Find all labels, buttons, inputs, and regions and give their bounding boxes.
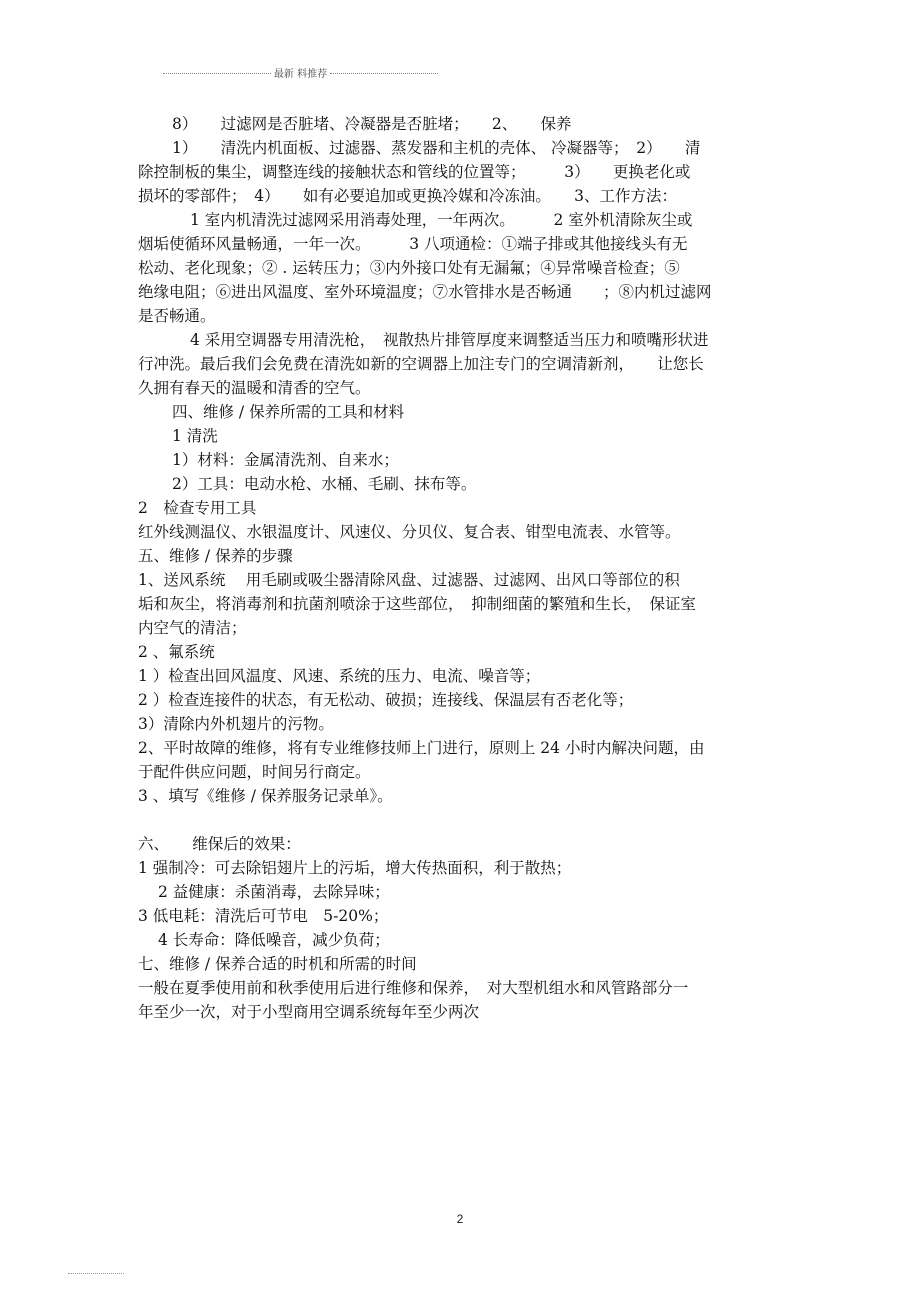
text-line: 1 清洗 [172,427,218,445]
text-line: 1、送风系统 用毛刷或吸尘器清除风盘、过滤器、过滤网、出风口等部位的积 [138,571,680,589]
text-line: 红外线测温仪、水银温度计、风速仪、分贝仪、复合表、钳型电流表、水管等。 [138,523,681,541]
text-line: 内空气的清洁； [138,619,247,637]
text-line: 烟垢使循环风量畅通，一年一次。 3 八项通检：①端子排或其他接线头有无 [138,235,688,253]
text-line: 3 、填写《维修 / 保养服务记录单》。 [138,787,393,805]
text-line: 于配件供应问题，时间另行商定。 [138,763,371,781]
section-heading: 五、维修 / 保养的步骤 [138,547,293,565]
text-line: 8） 过滤网是否脏堵、冷凝器是否脏堵； 2、 保养 [172,115,572,133]
text-line: 2 ）检查连接件的状态，有无松动、破损；连接线、保温层有否老化等； [138,691,634,709]
text-line: 3）清除内外机翅片的污物。 [138,715,334,733]
text-line: 久拥有春天的温暖和清香的空气。 [138,379,371,397]
section-heading: 四、维修 / 保养所需的工具和材料 [172,403,405,421]
text-line: 2）工具：电动水枪、水桶、毛刷、抹布等。 [172,475,477,493]
text-line: 1 强制冷：可去除铝翅片上的污垢，增大传热面积，利于散热； [138,859,572,877]
text-line: 2 、氟系统 [138,643,215,661]
text-line: 松动、老化现象；② . 运转压力；③内外接口处有无漏氟；④异常噪音检查；⑤ [138,259,680,277]
header-right-dots [330,73,438,74]
text-line: 是否畅通。 [138,307,216,325]
text-line: 4 长寿命：降低噪音，减少负荷； [158,931,390,949]
text-line: 行冲洗。最后我们会免费在清洗如新的空调器上加注专门的空调清新剂， 让您长 [138,355,704,373]
text-line: 绝缘电阻；⑥进出风温度、室外环境温度；⑦水管排水是否畅通 ；⑧内机过滤网 [138,283,712,301]
text-line: 一般在夏季使用前和秋季使用后进行维修和保养， 对大型机组水和风管路部分一 [138,979,689,997]
text-line: 2 益健康：杀菌消毒，去除异味； [158,883,390,901]
text-line: 1） 清洗内机面板、过滤器、蒸发器和主机的壳体、 冷凝器等； 2） 清 [172,139,701,157]
text-line: 4 采用空调器专用清洗枪， 视散热片排管厚度来调整适当压力和喷嘴形状进 [190,331,709,349]
text-line: 1 室内机清洗过滤网采用消毒处理，一年两次。 2 室外机清除灰尘或 [190,211,693,229]
document-body [138,112,783,1024]
header-text: 最新 料推荐 [273,68,328,80]
text-line: 1）材料：金属清洗剂、自来水； [172,451,399,469]
text-line: 1 ）检查出回风温度、风速、系统的压力、电流、噪音等； [138,667,541,685]
text-line: 2、平时故障的维修，将有专业维修技师上门进行，原则上 24 小时内解决问题，由 [138,739,705,757]
text-line: 损坏的零部件； 4） 如有必要追加或更换冷媒和冷冻油。 3、工作方法： [138,187,677,205]
text-line: 3 低电耗：清洗后可节电 5-20%； [138,907,389,925]
header-left-dots [163,73,271,74]
footer-dots [68,1273,124,1274]
page-number: 2 [456,1212,464,1226]
section-heading: 六、 维保后的效果： [138,835,301,853]
paragraph-gap [138,808,783,832]
text-line: 年至少一次，对于小型商用空调系统每年至少两次 [138,1003,480,1021]
text-line: 2 检查专用工具 [138,499,257,517]
text-line: 垢和灰尘，将消毒剂和抗菌剂喷涂于这些部位， 抑制细菌的繁殖和生长， 保证室 [138,595,697,613]
text-line: 除控制板的集尘，调整连线的接触状态和管线的位置等； 3） 更换老化或 [138,163,691,181]
page-header [163,64,438,80]
section-heading: 七、维修 / 保养合适的时机和所需的时间 [138,955,417,973]
